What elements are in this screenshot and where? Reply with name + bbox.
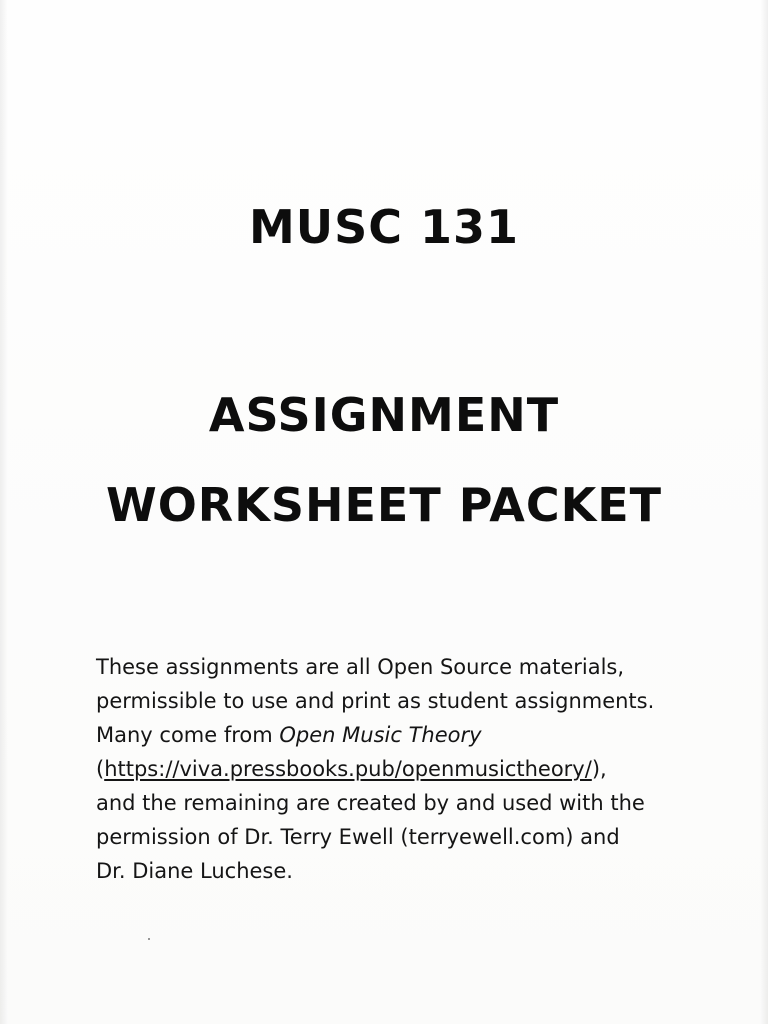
title-line-worksheet-packet: WORKSHEET PACKET	[105, 478, 663, 532]
scan-speck	[148, 938, 150, 940]
description-line-3	[96, 718, 716, 752]
open-music-theory-link[interactable]: https://viva.pressbooks.pub/openmusictheory/	[104, 757, 592, 781]
close-paren: ),	[591, 757, 607, 781]
description-line-1: These assignments are all Open Source materials,	[96, 655, 625, 679]
description-line-5: and the remaining are created by and used with the	[96, 791, 645, 815]
description-line-4	[96, 752, 716, 786]
description-line-6: permission of Dr. Terry Ewell (terryewell.com) and	[96, 825, 620, 849]
course-code-heading: MUSC 131	[248, 200, 520, 254]
description-line-7: Dr. Diane Luchese.	[96, 859, 293, 883]
source-intro-text: Many come from	[96, 723, 280, 747]
description-line-2: permissible to use and print as student assignments.	[96, 689, 655, 713]
open-music-theory-title: Open Music Theory	[279, 723, 482, 747]
description-paragraph	[96, 650, 716, 888]
open-paren: (	[96, 757, 105, 781]
title-line-assignment: ASSIGNMENT	[208, 388, 560, 442]
